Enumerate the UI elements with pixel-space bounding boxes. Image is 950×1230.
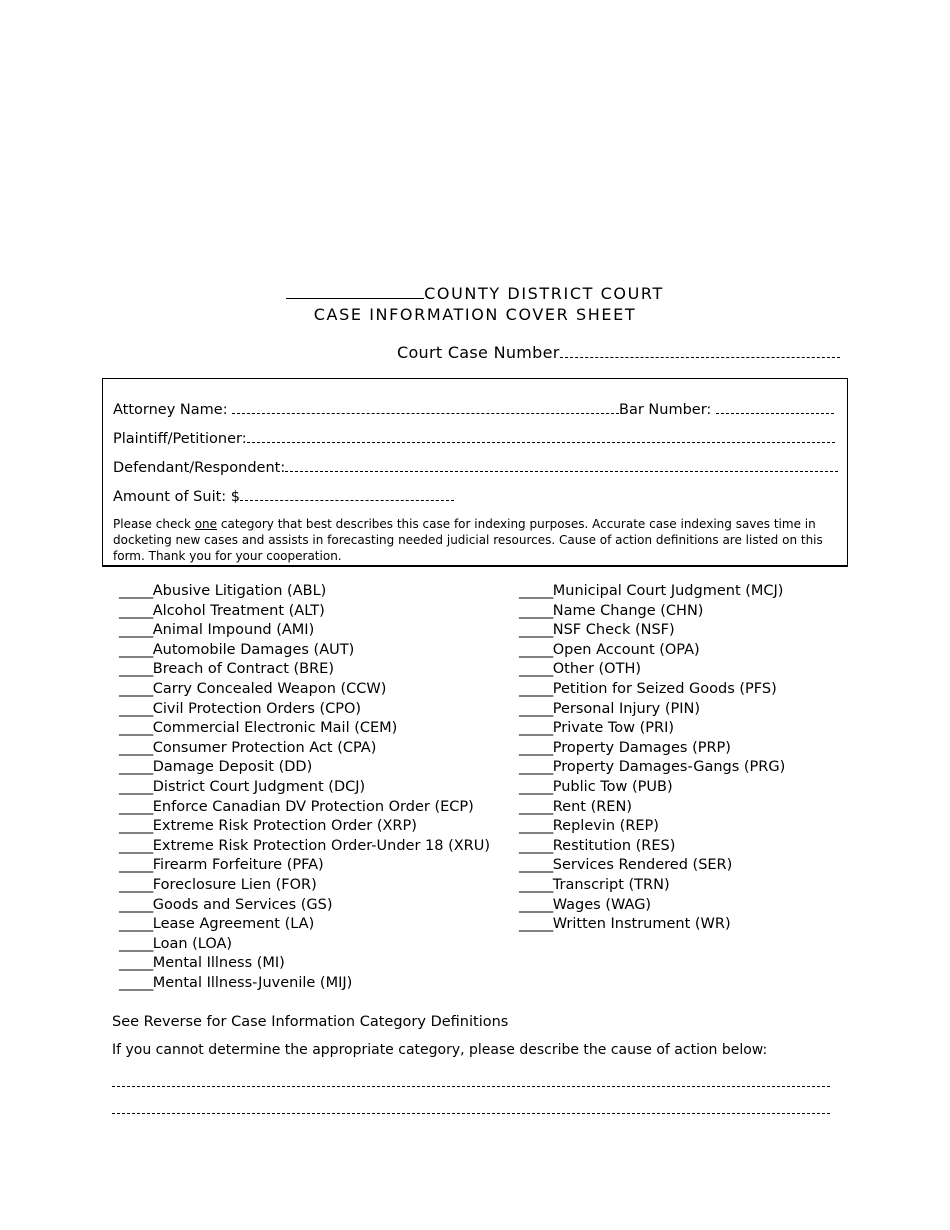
category-item xyxy=(119,798,490,818)
category-item xyxy=(519,837,785,857)
category-item xyxy=(519,876,785,896)
category-list-left xyxy=(119,582,490,993)
category-item xyxy=(119,582,490,602)
category-label: Goods and Services (GS) xyxy=(152,896,333,913)
category-list-right xyxy=(519,582,785,935)
category-label: Mental Illness (MI) xyxy=(152,955,285,972)
category-checkbox[interactable]: _____ xyxy=(519,857,553,874)
category-label: Public Tow (PUB) xyxy=(552,778,673,795)
category-item xyxy=(519,758,785,778)
category-item xyxy=(519,739,785,759)
category-checkbox[interactable]: _____ xyxy=(519,700,553,717)
category-item xyxy=(119,739,490,759)
category-checkbox[interactable]: _____ xyxy=(119,798,153,815)
category-item xyxy=(119,935,490,955)
court-title xyxy=(0,284,950,303)
category-item xyxy=(519,915,785,935)
category-checkbox[interactable]: _____ xyxy=(519,622,553,639)
category-checkbox[interactable]: _____ xyxy=(119,739,153,756)
category-label: NSF Check (NSF) xyxy=(552,622,675,639)
note-text-start: Please check xyxy=(113,517,195,531)
category-item xyxy=(519,817,785,837)
category-item xyxy=(519,798,785,818)
category-item xyxy=(119,954,490,974)
category-item xyxy=(119,876,490,896)
category-checkbox[interactable]: _____ xyxy=(119,700,153,717)
attorney-name-field[interactable] xyxy=(232,399,624,414)
category-label: Wages (WAG) xyxy=(552,896,652,913)
category-checkbox[interactable]: _____ xyxy=(119,661,153,678)
attorney-row xyxy=(113,399,624,418)
category-checkbox[interactable]: _____ xyxy=(119,837,153,854)
category-label: Enforce Canadian DV Protection Order (ECP) xyxy=(152,798,474,815)
note-emphasis: one xyxy=(194,517,218,531)
category-item xyxy=(119,621,490,641)
category-item xyxy=(119,719,490,739)
category-checkbox[interactable]: _____ xyxy=(119,622,153,639)
category-item xyxy=(519,621,785,641)
court-title-text: COUNTY DISTRICT COURT xyxy=(424,284,664,303)
category-checkbox[interactable]: _____ xyxy=(119,778,153,795)
plaintiff-label: Plaintiff/Petitioner: xyxy=(113,431,247,447)
category-checkbox[interactable]: _____ xyxy=(519,896,553,913)
case-number-field[interactable] xyxy=(560,343,840,358)
category-label: Commercial Electronic Mail (CEM) xyxy=(152,720,398,737)
indexing-note xyxy=(113,516,838,564)
category-checkbox[interactable]: _____ xyxy=(519,837,553,854)
category-checkbox[interactable]: _____ xyxy=(519,916,553,933)
category-label: Consumer Protection Act (CPA) xyxy=(152,739,377,756)
category-checkbox[interactable]: _____ xyxy=(119,602,153,619)
category-checkbox[interactable]: _____ xyxy=(119,720,153,737)
category-checkbox[interactable]: _____ xyxy=(119,857,153,874)
category-label: Property Damages (PRP) xyxy=(552,739,731,756)
category-item xyxy=(119,758,490,778)
description-line-2[interactable] xyxy=(112,1113,830,1114)
category-label: Carry Concealed Weapon (CCW) xyxy=(152,680,387,697)
category-item xyxy=(119,837,490,857)
category-checkbox[interactable]: _____ xyxy=(519,778,553,795)
category-checkbox[interactable]: _____ xyxy=(119,641,153,658)
category-label: Alcohol Treatment (ALT) xyxy=(152,602,325,619)
category-label: Foreclosure Lien (FOR) xyxy=(152,876,317,893)
case-number-row xyxy=(397,343,840,362)
category-label: Replevin (REP) xyxy=(552,818,659,835)
category-checkbox[interactable]: _____ xyxy=(119,876,153,893)
category-label: Loan (LOA) xyxy=(152,935,233,952)
category-checkbox[interactable]: _____ xyxy=(119,896,153,913)
description-line-1[interactable] xyxy=(112,1086,830,1087)
category-label: Extreme Risk Protection Order-Under 18 (XRU) xyxy=(152,837,491,854)
category-label: Open Account (OPA) xyxy=(552,641,700,658)
category-item xyxy=(119,660,490,680)
category-item xyxy=(519,680,785,700)
amount-label: Amount of Suit: $ xyxy=(113,489,241,505)
category-checkbox[interactable]: _____ xyxy=(119,818,153,835)
category-checkbox[interactable]: _____ xyxy=(519,583,553,599)
category-label: Other (OTH) xyxy=(552,661,642,678)
category-label: Written Instrument (WR) xyxy=(552,916,731,933)
category-label: Firearm Forfeiture (PFA) xyxy=(152,857,324,874)
category-checkbox[interactable]: _____ xyxy=(119,974,153,991)
category-item xyxy=(519,660,785,680)
category-item xyxy=(119,700,490,720)
category-label: Transcript (TRN) xyxy=(552,876,670,893)
county-name-field[interactable] xyxy=(286,284,424,299)
category-checkbox[interactable]: _____ xyxy=(119,916,153,933)
category-label: Civil Protection Orders (CPO) xyxy=(152,700,362,717)
category-checkbox[interactable]: _____ xyxy=(519,876,553,893)
plaintiff-field[interactable] xyxy=(247,428,835,443)
defendant-row xyxy=(113,457,838,476)
bar-number-field[interactable] xyxy=(716,399,834,414)
category-checkbox[interactable]: _____ xyxy=(519,680,553,697)
category-item xyxy=(519,602,785,622)
category-item xyxy=(119,680,490,700)
category-checkbox[interactable]: _____ xyxy=(519,798,553,815)
category-label: Damage Deposit (DD) xyxy=(152,759,313,776)
category-checkbox[interactable]: _____ xyxy=(519,602,553,619)
category-item xyxy=(519,896,785,916)
party-info-box xyxy=(102,378,848,567)
category-checkbox[interactable]: _____ xyxy=(519,720,553,737)
category-label: Abusive Litigation (ABL) xyxy=(152,583,327,599)
category-item xyxy=(119,896,490,916)
category-label: Mental Illness-Juvenile (MIJ) xyxy=(152,974,353,991)
category-item xyxy=(119,856,490,876)
case-number-label: Court Case Number xyxy=(397,343,560,362)
category-checkbox[interactable]: _____ xyxy=(119,759,153,776)
category-checkbox[interactable]: _____ xyxy=(119,935,153,952)
note-text-end: category that best describes this case for indexing purposes. Accurate case indexing saves time in docketing new cases and assists in forecasting needed judicial resources. Cause of action definitions are listed on this form. Thank you for your cooperation. xyxy=(113,517,823,563)
category-item xyxy=(519,778,785,798)
category-label: Property Damages-Gangs (PRG) xyxy=(552,759,786,776)
category-label: Name Change (CHN) xyxy=(552,602,704,619)
category-label: Lease Agreement (LA) xyxy=(152,916,315,933)
category-checkbox[interactable]: _____ xyxy=(519,759,553,776)
category-label: Restitution (RES) xyxy=(552,837,676,854)
category-label: District Court Judgment (DCJ) xyxy=(152,778,366,795)
category-label: Extreme Risk Protection Order (XRP) xyxy=(152,818,417,835)
category-item xyxy=(119,641,490,661)
category-label: Private Tow (PRI) xyxy=(552,720,675,737)
bar-number-label: Bar Number: xyxy=(619,402,712,418)
category-item xyxy=(519,856,785,876)
bar-number-row xyxy=(619,399,834,418)
category-item xyxy=(119,974,490,994)
category-label: Rent (REN) xyxy=(552,798,632,815)
category-item xyxy=(519,582,785,602)
defendant-label: Defendant/Respondent: xyxy=(113,460,286,476)
category-item xyxy=(519,641,785,661)
category-label: Services Rendered (SER) xyxy=(552,857,733,874)
category-label: Breach of Contract (BRE) xyxy=(152,661,334,678)
category-label: Municipal Court Judgment (MCJ) xyxy=(552,583,784,599)
amount-field[interactable] xyxy=(240,486,454,501)
category-item xyxy=(519,700,785,720)
category-item xyxy=(119,602,490,622)
category-checkbox[interactable]: _____ xyxy=(119,680,153,697)
category-item xyxy=(519,719,785,739)
category-checkbox[interactable]: _____ xyxy=(119,583,153,599)
category-label: Personal Injury (PIN) xyxy=(552,700,701,717)
category-item xyxy=(119,778,490,798)
amount-row xyxy=(113,486,454,505)
category-label: Automobile Damages (AUT) xyxy=(152,641,355,658)
category-label: Animal Impound (AMI) xyxy=(152,622,315,639)
category-checkbox[interactable]: _____ xyxy=(519,818,553,835)
category-item xyxy=(119,915,490,935)
category-checkbox[interactable]: _____ xyxy=(519,661,553,678)
plaintiff-row xyxy=(113,428,835,447)
category-label: Petition for Seized Goods (PFS) xyxy=(552,680,777,697)
category-checkbox[interactable]: _____ xyxy=(119,955,153,972)
form-title: CASE INFORMATION COVER SHEET xyxy=(313,305,637,324)
category-checkbox[interactable]: _____ xyxy=(519,641,553,658)
defendant-field[interactable] xyxy=(285,457,838,472)
describe-instruction: If you cannot determine the appropriate category, please describe the cause of action below: xyxy=(112,1042,768,1058)
see-reverse-note: See Reverse for Case Information Category Definitions xyxy=(112,1014,509,1030)
attorney-label: Attorney Name: xyxy=(113,402,228,418)
category-checkbox[interactable]: _____ xyxy=(519,739,553,756)
category-item xyxy=(119,817,490,837)
